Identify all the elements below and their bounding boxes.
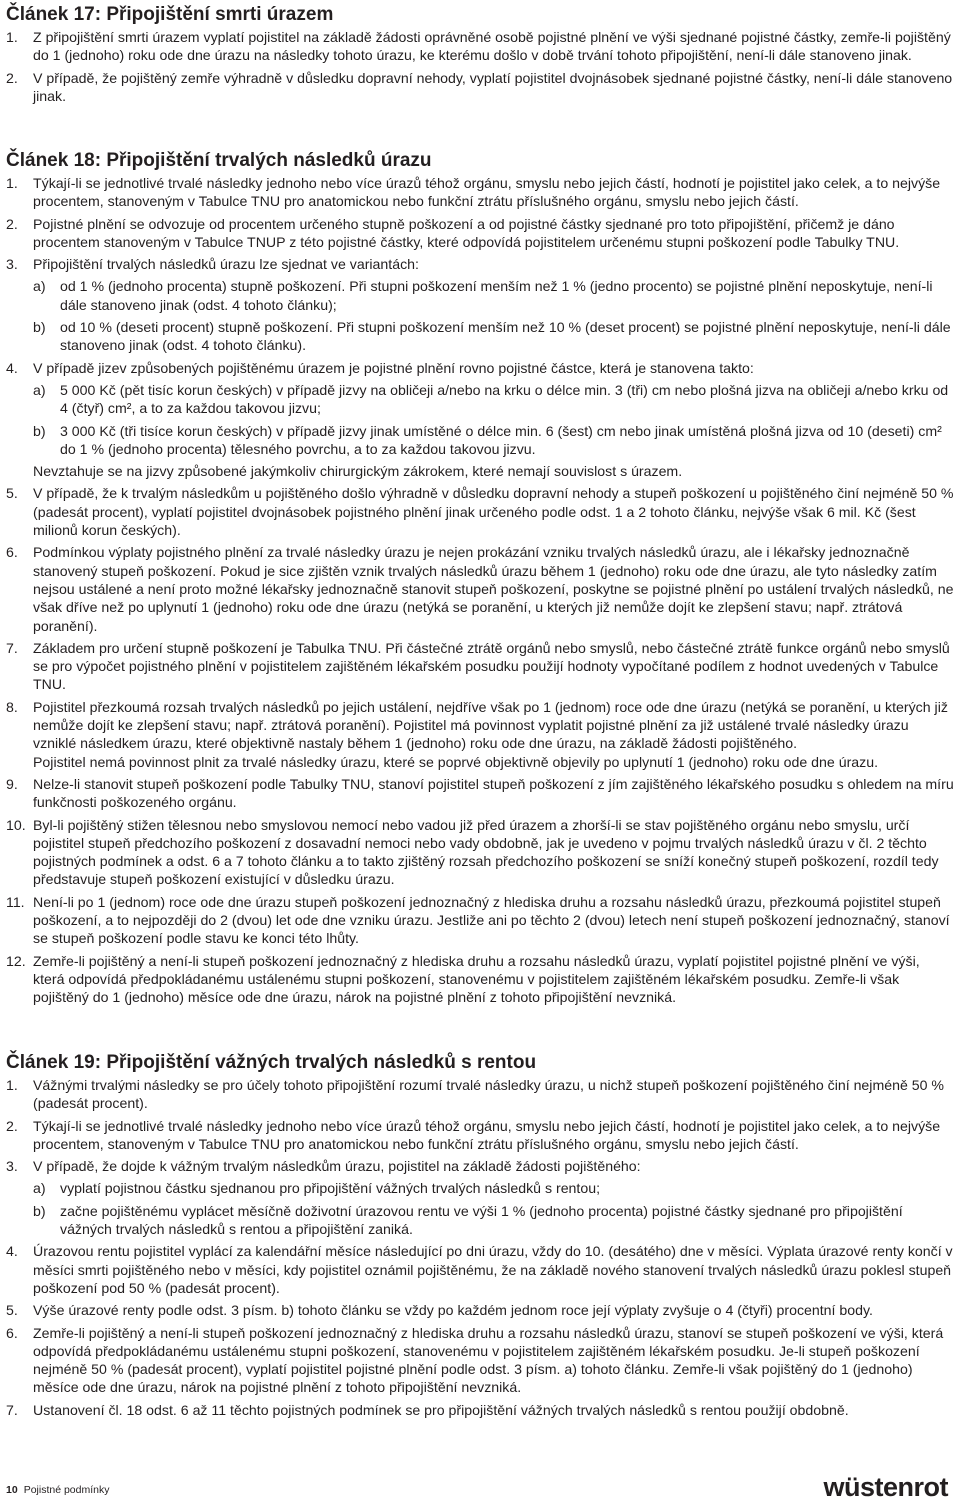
clause-text: Ustanovení čl. 18 odst. 6 až 11 těchto pojistných podmínek se pro připojištění vážných trvalých následků s rentou použijí obdobně. [33,1401,849,1418]
clause-number: 6. [6,1324,18,1341]
clause-number: 3. [6,1158,18,1175]
clause-text: Byl-li pojištěný stižen tělesnou nebo smyslovou nemocí nebo vadou již před úrazem a zhorší-li se stav pojištěného orgánu nebo smyslu, určí pojistitel stupeň předchozího poškození z dosavadní nemoci nebo vady obdobně, jak je uvedeno v pojmu trvalých následků úrazu v čl. 2 těchto pojistných podmínek a odst. 6 a 7 tohoto článku a to takto zjištěný rozsah předchozího poškození se sníží konečný stupeň poškození, rozdíl tedy představuje stupeň poškození existující v důsledku úrazu. [33,816,939,888]
numbered-clause [6,1076,954,1113]
clause-text: Zemře-li pojištěný a není-li stupeň poškození jednoznačný z hlediska druhu a rozsahu následků úrazu, vyplatí pojistitel pojistné plnění ve výši, která odpovídá předpokládanému ustálenému stupni poškození, stanovenému v pojistitelem zajištěném lékařském posudku. Zemře-li však pojištěný do 1 (jednoho) měsíce ode dne úrazu, nárok na pojistné plnění z tohoto připojištění nevzniká. [33,952,920,1006]
clause-number: 8. [6,698,18,715]
sub-clause [33,381,954,418]
clause-number: 2. [6,1117,18,1134]
sub-clause-text: 3 000 Kč (tři tisíce korun českých) v případě jizvy jinak umístěné o délce min. 6 (šest) cm nebo jinak umístěná plošná jizva od 10 (deseti) cm² do 1 % (jednoho procenta) tělesného povrchu, a to za každou takovou jizvu. [60,422,942,457]
numbered-clause [6,28,954,65]
clause-text: Není-li po 1 (jednom) roce ode dne úrazu stupeň poškození jednoznačný z hlediska druhu a rozsahu následků úrazu, přezkoumá pojistitel stupeň poškození, a to nejpozději do 2 (dvou) let ode dne vzniku úrazu. Jestliže ani po těchto 2 (dvou) letech není stupeň poškození jednoznačný, stanoví se stupeň poškození podle stavu ke konci této lhůty. [33,893,950,947]
clause-text: Výše úrazové renty podle odst. 3 písm. b) tohoto článku se vždy po každém jednom roce její výplaty zvyšuje o 4 (čtyři) procentní body. [33,1302,873,1319]
clause-number: 4. [6,359,18,376]
sub-clause-label: b) [33,319,46,336]
numbered-clause [6,639,954,694]
article-heading: Článek 19: Připojištění vážných trvalých následků s rentou [6,1052,537,1073]
clause-text: Připojištění trvalých následků úrazu lze sjednat ve variantách: [33,256,419,273]
sub-clause [33,1179,954,1197]
clause-number: 1. [6,29,18,45]
page-number: 10 [6,1484,18,1496]
sub-clause-text: začne pojištěnému vyplácet měsíčně doživotní úrazovou rentu ve výši 1 % (jednoho procenta) pojistné částky sjednané pro připojištění vážných trvalých následků s rentou a připojištění zaniká. [60,1202,903,1238]
numbered-clause [6,359,954,481]
numbered-clause [6,484,954,539]
sub-clause-text: vyplatí pojistnou částku sjednanou pro připojištění vážných trvalých následků s rentou; [60,1180,601,1197]
numbered-clause [6,1324,954,1397]
sub-clause [33,422,954,459]
article-heading: Článek 17: Připojištění smrti úrazem [6,4,334,25]
clause-text: Pojistitel přezkoumá rozsah trvalých následků po jejich ustálení, nejdříve však po 1 (jednom) roce ode dne úrazu (netýká se poranění, u kterých již nemůže dojít ke zlepšení stavu; např. ztrátová poranění). Pojistitel má povinnost vyplatit pojistné plnění za již ustálené trvalé následky úrazu vzniklé následkem úrazu, které objektivně nastaly během 1 (jednoho) roku ode dne úrazu, na základě žádosti pojištěného. [33,698,948,752]
sub-clause-text: 5 000 Kč (pět tisíc korun českých) v případě jizvy na obličeji a/nebo na krku o délce min. 3 (tři) cm nebo plošná jizva na obličeji a/nebo krku od 4 (čtyř) cm², a to za každou takovou jizvu; [60,381,949,417]
clause-text: Z připojištění smrti úrazem vyplatí pojistitel na základě žádosti oprávněné osobě pojistné plnění ve výši sjednané pojistné částky, zemře-li pojištěný do 1 (jednoho) roku ode dne úrazu na následky tohoto úrazu, ke kterému došlo v době trvání tohoto připojištění, není-li dále stanoveno jinak. [33,29,951,64]
numbered-clause [6,698,954,771]
numbered-clause [6,1157,954,1238]
footer-label: Pojistné podmínky [23,1484,110,1496]
sub-clause-text: od 1 % (jednoho procenta) stupně poškození. Při stupni poškození menším než 1 % (jedno procento) se pojistné plnění neposkytuje, není-li dále stanoveno jinak (odst. 4 tohoto článku); [60,278,933,313]
clause-number: 2. [6,215,18,232]
numbered-clause [6,1117,954,1154]
numbered-clause [6,816,954,889]
sub-clause-label: b) [33,422,46,439]
clause-text: V případě, že k trvalým následkům u pojištěného došlo výhradně v důsledku dopravní nehody a stupeň poškození u pojištěného činí nejméně 50 % (padesát procent), vyplatí pojistitel dvojnásobek pojistného plnění jinak určeného podle odst. 1 a 2 tohoto článku, nejvýše však 6 mil. Kč (šest milionů korun českých). [33,485,954,539]
clause-number: 5. [6,485,18,502]
clause-note: Nevztahuje se na jizvy způsobené jakýmkoliv chirurgickým zákrokem, které nemají souvislost s úrazem. [33,463,683,480]
brand-logo: wüstenrot [823,1472,948,1502]
sub-clause [33,277,954,314]
numbered-clause [6,543,954,634]
clause-text: Pojistitel nemá povinnost plnit za trvalé následky úrazu, které se poprvé objektivně objevily po uplynutí 1 (jednoho) roku ode dne úrazu. [33,753,878,770]
numbered-clause [6,1401,954,1419]
clause-number: 7. [6,1401,18,1418]
numbered-clause [6,1242,954,1297]
clause-number: 12. [6,952,26,969]
article-section [6,148,954,1010]
numbered-clause [6,1301,954,1319]
clause-text: V případě, že dojde k vážným trvalým následkům úrazu, pojistitel na základě žádosti pojištěného: [33,1158,641,1175]
sub-clause [33,318,954,355]
clause-number: 6. [6,544,18,561]
clause-number: 1. [6,175,18,191]
clause-number: 3. [6,256,18,273]
sub-clause-label: a) [33,278,46,295]
clause-text: Vážnými trvalými následky se pro účely tohoto připojištění rozumí trvalé následky úrazu, u nichž stupeň poškození pojištěného činí nejméně 50 % (padesát procent). [33,1077,944,1112]
clause-text: Nelze-li stanovit stupeň poškození podle Tabulky TNU, stanoví pojistitel stupeň poškození z jím zajištěného lékařského posudku s ohledem na míru funkčnosti poškozeného orgánu. [33,775,954,811]
sub-clause-label: a) [33,1180,46,1197]
article-section [6,1050,954,1423]
clause-text: Týkají-li se jednotlivé trvalé následky jednoho nebo více úrazů téhož orgánu, smyslu nebo jejich částí, hodnotí je pojistitel jako celek, a to nejvýše procentem, stanoveným v Tabulce TNU pro anatomickou nebo funkční ztrátu příslušného orgánu, smyslu nebo jejich částí. [33,175,941,210]
sub-clause-label: a) [33,381,46,398]
clause-number: 11. [6,893,25,910]
clause-number: 10. [6,816,26,833]
clause-text: Zemře-li pojištěný a není-li stupeň poškození jednoznačný z hlediska druhu a rozsahu následků úrazu, stanoví se stupeň poškození ve výši, která odpovídá předpokládanému ustálenému stupni poškození, stanovenému v pojistitelem zajištěném lékařském posudku. Je-li stupeň poškození nejméně 50 % (padesát procent), vyplatí pojistitel pojistné plnění podle odst. 3 písm. a) tohoto článku. Zemře-li však pojištěný do 1 (jednoho) měsíce ode dne úrazu, nárok na pojistné plnění z tohoto připojištění nevzniká. [33,1324,944,1396]
numbered-clause [6,893,954,948]
clause-number: 9. [6,775,18,792]
sub-clause [33,1202,954,1239]
clause-text: Základem pro určení stupně poškození je Tabulka TNU. Při částečné ztrátě orgánů nebo smyslů, nebo částečné ztrátě funkce orgánů nebo smyslů se pro výpočet pojistného plnění v pojistitelem zajištěném lékařském posudku použijí hodnoty vypočítané podílem z hodnot uvedených v Tabulce TNU. [33,639,950,693]
clause-text: V případě jizev způsobených pojištěnému úrazem je pojistné plnění rovno pojistné částce, která je stanovena takto: [33,359,754,376]
clause-number: 7. [6,639,18,656]
clause-number: 2. [6,69,18,86]
clause-number: 1. [6,1077,18,1093]
numbered-clause [6,952,954,1007]
numbered-clause [6,69,954,106]
numbered-clause [6,775,954,812]
numbered-clause [6,255,954,354]
clause-text: V případě, že pojištěný zemře výhradně v důsledku dopravní nehody, vyplatí pojistitel dvojnásobek sjednané pojistné částky, není-li dále stanoveno jinak. [33,69,953,104]
clause-text: Pojistné plnění se odvozuje od procentem určeného stupně poškození a od pojistné částky sjednané pro toto připojištění, přičemž je dáno procentem stanoveným v Tabulce TNUP z této pojistné částky, které odpovídá pojistitelem určenému stupni poškození podle Tabulky TNU. [33,215,900,250]
article-heading: Článek 18: Připojištění trvalých následků úrazu [6,150,432,171]
clause-number: 4. [6,1243,18,1260]
clause-text: Úrazovou rentu pojistitel vyplácí za kalendářní měsíce následující po dni úrazu, vždy do 10. (desátého) dne v měsíci. Výplata úrazové renty končí v měsíci smrti pojištěného nebo v měsíci, kdy pojistitel oznámil pojištěnému, že na základě nového stanovení trvalých následků úrazu poklesl stupeň poškození pod 50 % (padesát procent). [33,1243,953,1296]
page-footer [6,1484,109,1496]
clause-text: Týkají-li se jednotlivé trvalé následky jednoho nebo více úrazů téhož orgánu, smyslu nebo jejich částí, hodnotí je pojistitel jako celek, a to nejvýše procentem, stanoveným v Tabulce TNU pro anatomickou nebo funkční ztrátu příslušného orgánu, smyslu nebo jejich částí. [33,1117,941,1152]
numbered-clause [6,174,954,211]
article-section [6,2,954,109]
clause-text: Podmínkou výplaty pojistného plnění za trvalé následky úrazu je nejen prokázání vzniku trvalých následků úrazu, ale i lékařsky jednoznačně stanovený stupeň poškození. Pokud je sice zjištěn vznik trvalých následků úrazu během 1 (jednoho) roku ode dne úrazu, ale tyto následky zatím nejsou ustálené a není proto možné lékařsky jednoznačně stanovit stupeň poškození, poskytne se pojistné plnění po ustálení trvalých následků, ne však dříve než po uplynutí 1 (jednoho) roku ode dne úrazu (netýká se poranění, u kterých již nemůže dojít ke zlepšení stavu; např. ztrátová poranění). [33,544,954,634]
sub-clause-text: od 10 % (deseti procent) stupně poškození. Při stupni poškození menším než 10 % (deset procent) se pojistné plnění neposkytuje, není-li dále stanoveno jinak (odst. 4 tohoto článku). [60,319,951,354]
numbered-clause [6,215,954,252]
clause-number: 5. [6,1302,18,1319]
sub-clause-label: b) [33,1202,46,1219]
